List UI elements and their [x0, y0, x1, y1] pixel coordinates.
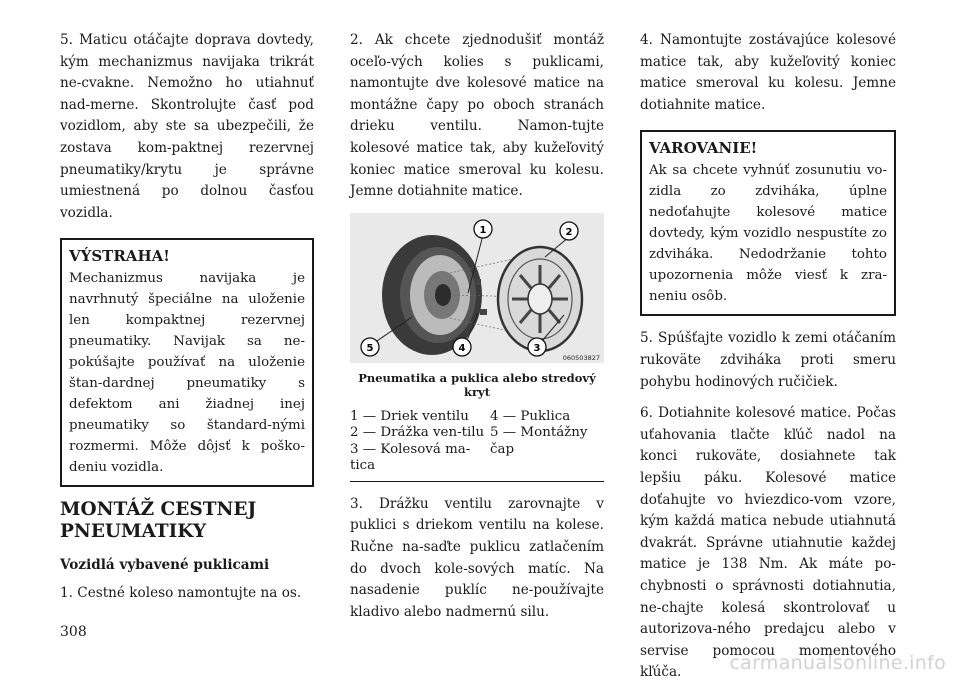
legend-left	[350, 409, 486, 475]
caution-box	[640, 130, 896, 316]
figure-code: 060503827	[562, 353, 600, 362]
step-5b-paragraph: 5. Spúšťajte vozidlo k zemi otáčaním rukoväte zdviháka proti smeru pohybu hodinových ručičiek.	[640, 330, 896, 390]
step-1-paragraph: 1. Cestné koleso namontujte na os.	[60, 585, 302, 602]
caution-text: Ak sa chcete vyhnúť zosunutiu vo-zidla zo zdviháka, úplne nedoťahujte kolesové matice dovtedy, kým vozidlo nespustíte zo zdviháka. Nedodržanie tohto upozornenia môže viesť k zra-neniu osôb.	[649, 163, 887, 305]
callout-4: 4	[458, 342, 466, 354]
warning-box	[60, 238, 314, 487]
legend-item-4: 4 — Puklica	[490, 408, 571, 424]
callout-3: 3	[533, 342, 541, 354]
section-heading: MONTÁŽ CESTNEJ PNEUMATIKY	[60, 499, 257, 543]
page-number: 308	[60, 624, 87, 640]
step-3-paragraph: 3. Drážku ventilu zarovnajte v puklici s driekom ventilu na kolese. Ručne na-saďte puklicu zatlačením do dvoch kole-sových matíc. Na nasadenie puklíc ne-používajte kladivo alebo nadmernú silu.	[350, 495, 604, 620]
legend-right	[486, 409, 604, 475]
legend-item-3: 3 — Kolesová ma-tica	[350, 441, 471, 474]
legend-item-5: 5 — Montážny čap	[490, 425, 588, 457]
legend-item-1: 1 — Driek ventilu	[350, 408, 469, 424]
column-right	[640, 30, 896, 694]
column-left	[60, 30, 314, 615]
watermark: carmanualsonline.info	[729, 652, 946, 674]
callout-2: 2	[565, 226, 573, 238]
legend-item-2: 2 — Drážka ven-tilu	[350, 425, 485, 441]
step-4-paragraph: 4. Namontujte zostávajúce kolesové matice tak, aby kužeľovitý koniec matice smeroval ku kolesu. Jemne dotiahnite matice.	[640, 32, 896, 113]
figure-legend	[350, 409, 604, 482]
figure-caption: Pneumatika a puklica alebo stredový kryt	[358, 370, 596, 399]
wheel-cover-illustration	[350, 213, 604, 363]
column-middle	[350, 30, 604, 633]
callout-5: 5	[366, 342, 374, 354]
warning-text: Mechanizmus navijaka je navrhnutý špeciálne na uloženie len kompaktnej rezervnej pneumatiky. Navijak sa ne-pokúšajte používať na uloženie štan-dardnej pneumatiky s defektom ani žiadnej inej pneumatiky so štandard-nými rozmermi. Môže dôjsť k poško-deniu vozidla.	[69, 271, 305, 476]
warning-title: VÝSTRAHA!	[69, 247, 170, 266]
step-5-paragraph: 5. Maticu otáčajte doprava dovtedy, kým mechanizmus navijaka trikrát ne-cvakne. Nemožno ho utiahnuť nad-merne. Skontrolujte časť pod vozidlom, aby ste sa ubezpečili, že zostava kom-paktnej rezervnej pneumatiky/krytu je správne umiestnená po dolnou časťou vozidla.	[60, 32, 314, 221]
step-2-paragraph: 2. Ak chcete zjednodušiť montáž oceľo-vých kolies s puklicami, namontujte dve kolesové matice na montážne čapy po oboch stranách drieku ventilu. Namon-tujte kolesové matice tak, aby kužeľovitý koniec matice smeroval ku kolesu. Jemne dotiahnite matice.	[350, 32, 604, 200]
wheel-diagram	[350, 213, 604, 363]
subsection-heading: Vozidlá vybavené puklicami	[60, 557, 270, 574]
caution-title: VAROVANIE!	[649, 139, 758, 158]
callout-1: 1	[479, 224, 487, 236]
step-6-paragraph: 6. Dotiahnite kolesové matice. Počas uťahovania tlačte kľúč nadol na konci rukoväte, dosiahnete tak lepšiu páku. Kolesové matice doťahujte vo hviezdico-vom vzore, kým každá matica nebude utiahnutá dvakrát. Správne utiahnutie každej matice je 138 Nm. Ak máte po-chybnosti o správnosti dotiahnutia, ne-chajte kolesá skontrolovať u autorizova-ného predajcu alebo v servise pomocou momentového kľúča.	[640, 405, 896, 681]
